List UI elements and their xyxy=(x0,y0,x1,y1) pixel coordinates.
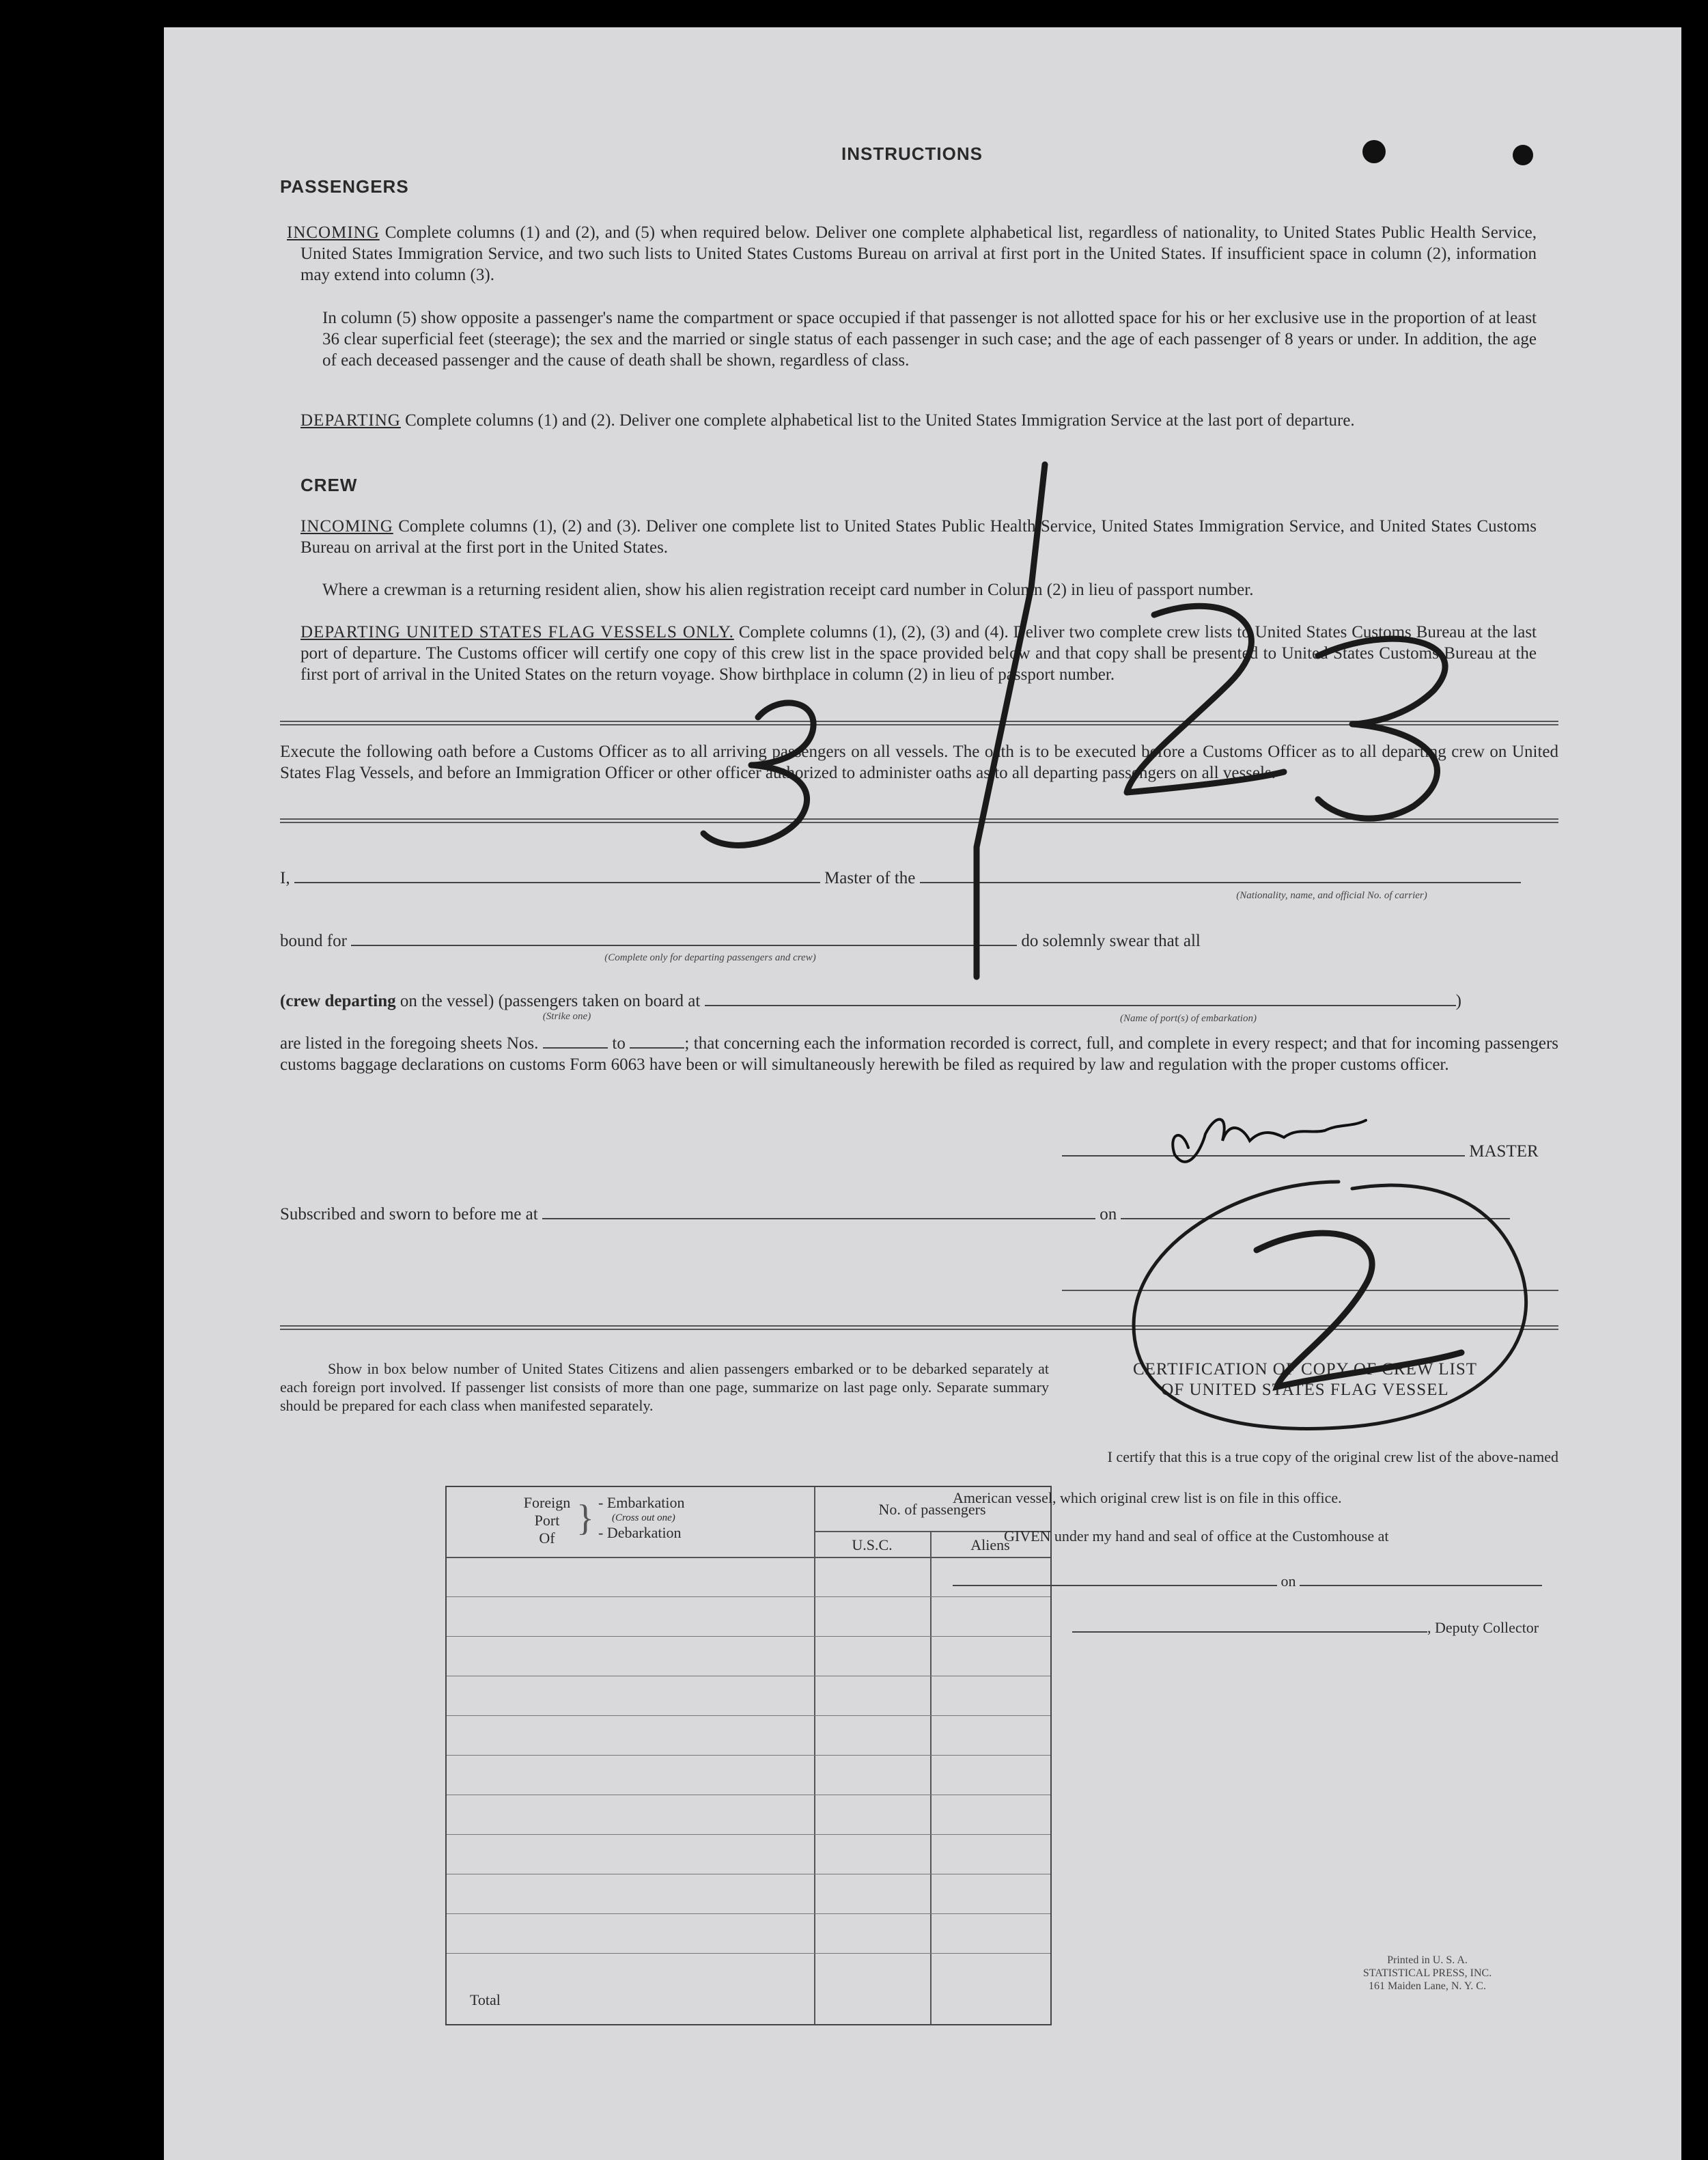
page-number-handwriting xyxy=(703,703,813,845)
certify-line1: I certify that this is a true copy of the original crew list of the above-named xyxy=(1107,1448,1558,1465)
circle-handwriting xyxy=(1134,1182,1526,1428)
oath-intro: Execute the following oath before a Customs Officer as to all arriving passengers on all vessels. The oath is to be executed before a Customs Officer as to all departing crew on United States Flag Vessels, and before an Immigration Officer or other officer authorized to administer oaths as to all departing passengers on all vessels. xyxy=(280,743,1558,782)
printer-line2: STATISTICAL PRESS, INC. xyxy=(1362,1967,1492,1979)
departing-label: DEPARTING xyxy=(300,411,401,430)
strike-one-caption: (Strike one) xyxy=(542,1011,591,1022)
listed-start: are listed in the foregoing sheets Nos. xyxy=(280,1034,539,1053)
on-the-vessel-label: on the vessel) xyxy=(400,992,494,1010)
crew-incoming-label: INCOMING xyxy=(300,517,393,536)
handwriting-overlay xyxy=(164,27,1681,2160)
crew-incoming-text: Complete columns (1), (2) and (3). Deliver one complete list to United States Public Health Service, United States Immigration Service, and United States Customs Bureau on arrival at the first port in the United States. xyxy=(300,517,1537,557)
master-label: MASTER xyxy=(1469,1142,1539,1161)
usc-header: U.S.C. xyxy=(852,1536,893,1553)
passengers-taken-label: (passengers taken on board at xyxy=(498,992,701,1010)
printer-line3: 161 Maiden Lane, N. Y. C. xyxy=(1369,1980,1486,1992)
embarkation-label: - Embarkation xyxy=(598,1494,685,1511)
slash-handwriting xyxy=(977,465,1045,977)
departing-us-text: Complete columns (1), (2), (3) and (4). Deliver two complete crew lists to United States Customs Bureau at the last port of departure. The Customs officer will certify one copy of this crew list in the space provided below and that copy shall be presented to United States Customs Bureau at the first port of arrival in the United States on the return voyage. Show birthplace in column (2) in lieu of passport number. xyxy=(300,623,1537,684)
debarkation-label: - Debarkation xyxy=(598,1524,682,1541)
port-label: Port xyxy=(534,1512,560,1529)
cert-on-label: on xyxy=(1280,1573,1296,1590)
no-of-passengers-header: No. of passengers xyxy=(878,1501,986,1518)
brace: } xyxy=(576,1497,594,1538)
listed-rest: ; that concerning each the information recorded is correct, full, and complete in every respect; and that for incoming passengers customs baggage declarations on customs Form 6063 have been or will simultaneously herewith be filed as required by law and regulation with the proper customs officer. xyxy=(280,1034,1559,1074)
given-line: GIVEN under my hand and seal of office at the Customhouse at xyxy=(1004,1527,1389,1545)
circled-number-handwriting xyxy=(1257,1233,1461,1387)
deputy-collector-label: , Deputy Collector xyxy=(1427,1619,1539,1636)
crewman-paragraph: Where a crewman is a returning resident alien, show his alien registration receipt card number in Column (2) in lieu of passport number. xyxy=(322,581,1254,599)
crew-departing-label: (crew departing xyxy=(280,992,396,1010)
incoming-text: Complete columns (1) and (2), and (5) when required below. Deliver one complete alphabetical list, regardless of nationality, to United States Public Health Service, United States Immigration Service, and two such lists to United States Customs Bureau on arrival at first port in the United States. If insufficient space in column (2), information may extend into column (3). xyxy=(300,223,1537,284)
of-label: Of xyxy=(539,1529,555,1547)
certify-line2: American vessel, which original crew list is on file in this office. xyxy=(953,1489,1342,1506)
subscribed-on-label: on xyxy=(1100,1205,1117,1223)
i-label: I, xyxy=(280,869,290,887)
cross-out-one-caption: (Cross out one) xyxy=(612,1512,675,1523)
nationality-caption: (Nationality, name, and official No. of carrier) xyxy=(1236,890,1427,901)
port-caption: (Name of port(s) of embarkation) xyxy=(1120,1013,1257,1024)
printer-line1: Printed in U. S. A. xyxy=(1387,1954,1468,1966)
departing-text: Complete columns (1) and (2). Deliver one complete alphabetical list to the United States Immigration Service at the last port of departure. xyxy=(405,411,1355,430)
crew-heading: CREW xyxy=(300,475,358,495)
page-number-handwriting xyxy=(1127,606,1284,792)
master-of-the-label: Master of the xyxy=(824,869,916,887)
close-paren: ) xyxy=(1455,992,1461,1010)
document-page xyxy=(164,27,1681,2160)
total-label: Total xyxy=(470,1991,501,2008)
bound-for-label: bound for xyxy=(280,932,347,950)
passengers-heading: PASSENGERS xyxy=(280,176,409,197)
instructions-title: INSTRUCTIONS xyxy=(841,143,983,164)
departing-us-label: DEPARTING UNITED STATES FLAG VESSELS ONLY. xyxy=(300,623,734,641)
summary-note: Show in box below number of United States Citizens and alien passengers embarked or to be debarked separately at each foreign port involved. If passenger list consists of more than one page, summarize on last page only. Separate summary should be prepared for each class when manifested separately. xyxy=(280,1360,1049,1414)
column5-paragraph: In column (5) show opposite a passenger's name the compartment or space occupied if that passenger is not allotted space for his or her exclusive use in the proportion of at least 36 clear superficial feet (steerage); the sex and the married or single status of each passenger in such case; and the age of each passenger of 8 years or under. In addition, the age of each deceased passenger and the cause of death shall be shown, regardless of class. xyxy=(322,309,1537,370)
to-label: to xyxy=(612,1034,626,1053)
certification-title-line1: CERTIFICATION OF COPY OF CREW LIST xyxy=(1132,1360,1478,1379)
page-number-handwriting xyxy=(1318,639,1445,818)
master-signature-scribble xyxy=(1173,1120,1366,1162)
foreign-label: Foreign xyxy=(523,1494,571,1511)
certification-title-line2: OF UNITED STATES FLAG VESSEL xyxy=(1161,1381,1449,1399)
aliens-header: Aliens xyxy=(970,1536,1010,1553)
complete-only-caption: (Complete only for departing passengers and crew) xyxy=(604,952,816,963)
solemnly-swear-label: do solemnly swear that all xyxy=(1021,932,1201,950)
subscribed-label: Subscribed and sworn to before me at xyxy=(280,1205,538,1223)
incoming-label: INCOMING xyxy=(287,223,380,242)
